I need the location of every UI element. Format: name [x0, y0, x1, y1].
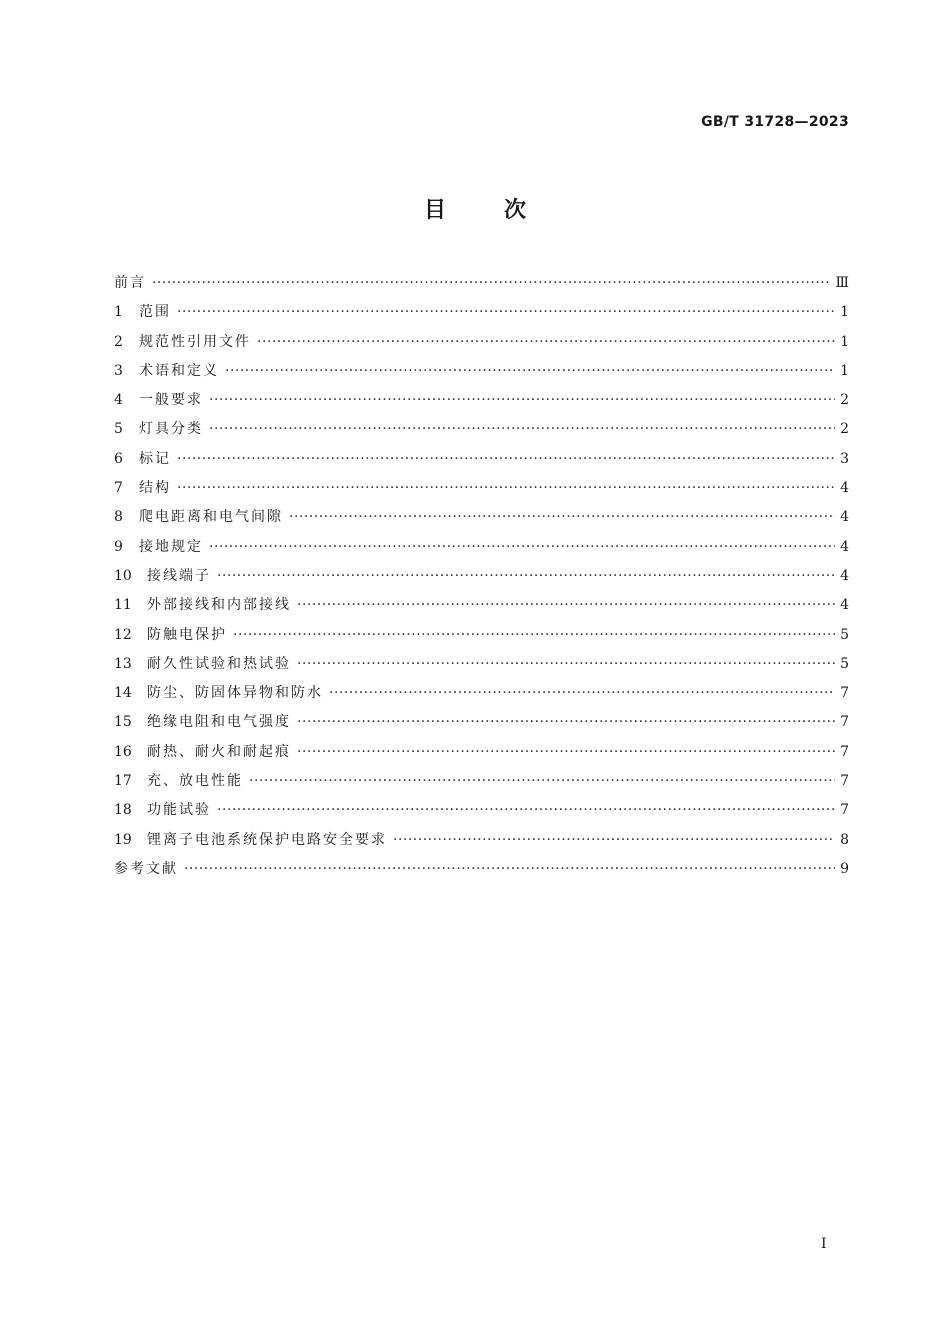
toc-entry-number: 1 [114, 304, 123, 321]
toc-entry-page: 7 [840, 714, 849, 731]
toc-entry-label: 爬电距离和电气间隙 [139, 509, 283, 526]
toc-entry-number: 4 [114, 392, 123, 409]
toc-entry-16[interactable] [114, 738, 849, 767]
toc-entry-page: 9 [840, 860, 849, 877]
toc-entry-page: 8 [840, 831, 849, 848]
toc-entry-11[interactable] [114, 591, 849, 620]
toc-entry-number: 19 [114, 831, 132, 848]
toc-entry-number: 15 [114, 714, 132, 731]
toc-entry-page: 4 [840, 567, 849, 584]
page-number: Ⅰ [821, 1236, 827, 1252]
dot-leader [217, 562, 835, 591]
toc-entry-number: 6 [114, 450, 123, 467]
toc-entry-label: 耐久性试验和热试验 [147, 655, 291, 672]
toc-entry-17[interactable] [114, 767, 849, 796]
toc-entry-label: 一般要求 [139, 392, 203, 409]
toc-entry-number: 17 [114, 773, 132, 790]
dot-leader [209, 415, 835, 444]
toc-entry-label: 功能试验 [147, 802, 211, 819]
toc-entry-12[interactable] [114, 621, 849, 650]
toc-entry-page: 5 [840, 655, 849, 672]
dot-leader [217, 796, 835, 825]
dot-leader [249, 767, 835, 796]
toc-entry-page: 3 [840, 450, 849, 467]
toc-entry-page: 4 [840, 538, 849, 555]
toc-entry-label: 术语和定义 [139, 362, 219, 379]
toc-entry-label: 接地规定 [139, 538, 203, 555]
toc-entry-label: 灯具分类 [139, 421, 203, 438]
dot-leader [297, 650, 835, 679]
toc-entry-label: 防尘、防固体异物和防水 [147, 685, 323, 702]
toc-entry-label: 充、放电性能 [147, 773, 243, 790]
toc-entry-5[interactable] [114, 415, 849, 444]
dot-leader [297, 738, 835, 767]
toc-entry-1[interactable] [114, 298, 849, 327]
dot-leader [233, 621, 835, 650]
dot-leader [177, 474, 835, 503]
toc-entry-8[interactable] [114, 503, 849, 532]
dot-leader [225, 357, 835, 386]
dot-leader [209, 386, 835, 415]
toc-entry-page: 5 [840, 626, 849, 643]
toc-entry-page: 7 [840, 743, 849, 760]
toc-entry-6[interactable] [114, 445, 849, 474]
toc-entry-page: Ⅲ [835, 275, 849, 291]
dot-leader [393, 826, 835, 855]
dot-leader [289, 503, 835, 532]
toc-entry-label: 参考文献 [114, 860, 178, 877]
toc-entry-label: 耐热、耐火和耐起痕 [147, 743, 291, 760]
dot-leader [329, 679, 835, 708]
toc-entry-number: 3 [114, 362, 123, 379]
page-title: 目次 [423, 198, 584, 223]
toc-entry-number: 9 [114, 538, 123, 555]
toc-entry-13[interactable] [114, 650, 849, 679]
dot-leader [177, 298, 835, 327]
toc-entry-page: 1 [840, 362, 849, 379]
toc-entry-page: 1 [840, 333, 849, 350]
toc-entry-number: 5 [114, 421, 123, 438]
toc-entry-bibliography[interactable] [114, 855, 849, 884]
dot-leader [152, 269, 831, 298]
toc-entry-number: 16 [114, 743, 132, 760]
toc-entry-label: 绝缘电阻和电气强度 [147, 714, 291, 731]
toc-entry-page: 4 [840, 597, 849, 614]
toc-entry-9[interactable] [114, 533, 849, 562]
toc-entry-page: 7 [840, 685, 849, 702]
toc-entry-label: 范围 [139, 304, 171, 321]
toc-entry-number: 7 [114, 480, 123, 497]
toc-entry-label: 前言 [114, 275, 146, 291]
toc-entry-label: 结构 [139, 480, 171, 497]
toc-entry-page: 2 [840, 421, 849, 438]
toc-entry-number: 10 [114, 567, 132, 584]
toc-entry-14[interactable] [114, 679, 849, 708]
toc-entry-page: 7 [840, 802, 849, 819]
toc-entry-19[interactable] [114, 826, 849, 855]
toc-entry-3[interactable] [114, 357, 849, 386]
toc-entry-page: 1 [840, 304, 849, 321]
dot-leader [177, 445, 835, 474]
toc-entry-10[interactable] [114, 562, 849, 591]
toc-entry-page: 7 [840, 773, 849, 790]
toc-entry-label: 外部接线和内部接线 [147, 597, 291, 614]
table-of-contents [114, 269, 849, 884]
toc-entry-label: 防触电保护 [147, 626, 227, 643]
toc-entry-label: 锂离子电池系统保护电路安全要求 [147, 831, 387, 848]
dot-leader [297, 708, 835, 737]
toc-entry-number: 2 [114, 333, 123, 350]
toc-entry-label: 规范性引用文件 [139, 333, 251, 350]
dot-leader [257, 328, 835, 357]
dot-leader [297, 591, 835, 620]
toc-entry-18[interactable] [114, 796, 849, 825]
toc-entry-2[interactable] [114, 328, 849, 357]
toc-entry-page: 4 [840, 480, 849, 497]
dot-leader [209, 533, 835, 562]
toc-entry-number: 12 [114, 626, 132, 643]
toc-entry-foreword[interactable] [114, 269, 849, 298]
toc-entry-label: 标记 [139, 450, 171, 467]
toc-entry-page: 4 [840, 509, 849, 526]
toc-entry-number: 8 [114, 509, 123, 526]
dot-leader [184, 855, 835, 884]
toc-entry-number: 18 [114, 802, 132, 819]
toc-entry-number: 11 [114, 597, 132, 614]
toc-entry-page: 2 [840, 392, 849, 409]
toc-entry-number: 13 [114, 655, 132, 672]
toc-entry-label: 接线端子 [147, 567, 211, 584]
toc-entry-4[interactable] [114, 386, 849, 415]
toc-entry-number: 14 [114, 685, 132, 702]
standard-number: GB/T 31728—2023 [701, 114, 849, 130]
toc-entry-15[interactable] [114, 708, 849, 737]
toc-entry-7[interactable] [114, 474, 849, 503]
